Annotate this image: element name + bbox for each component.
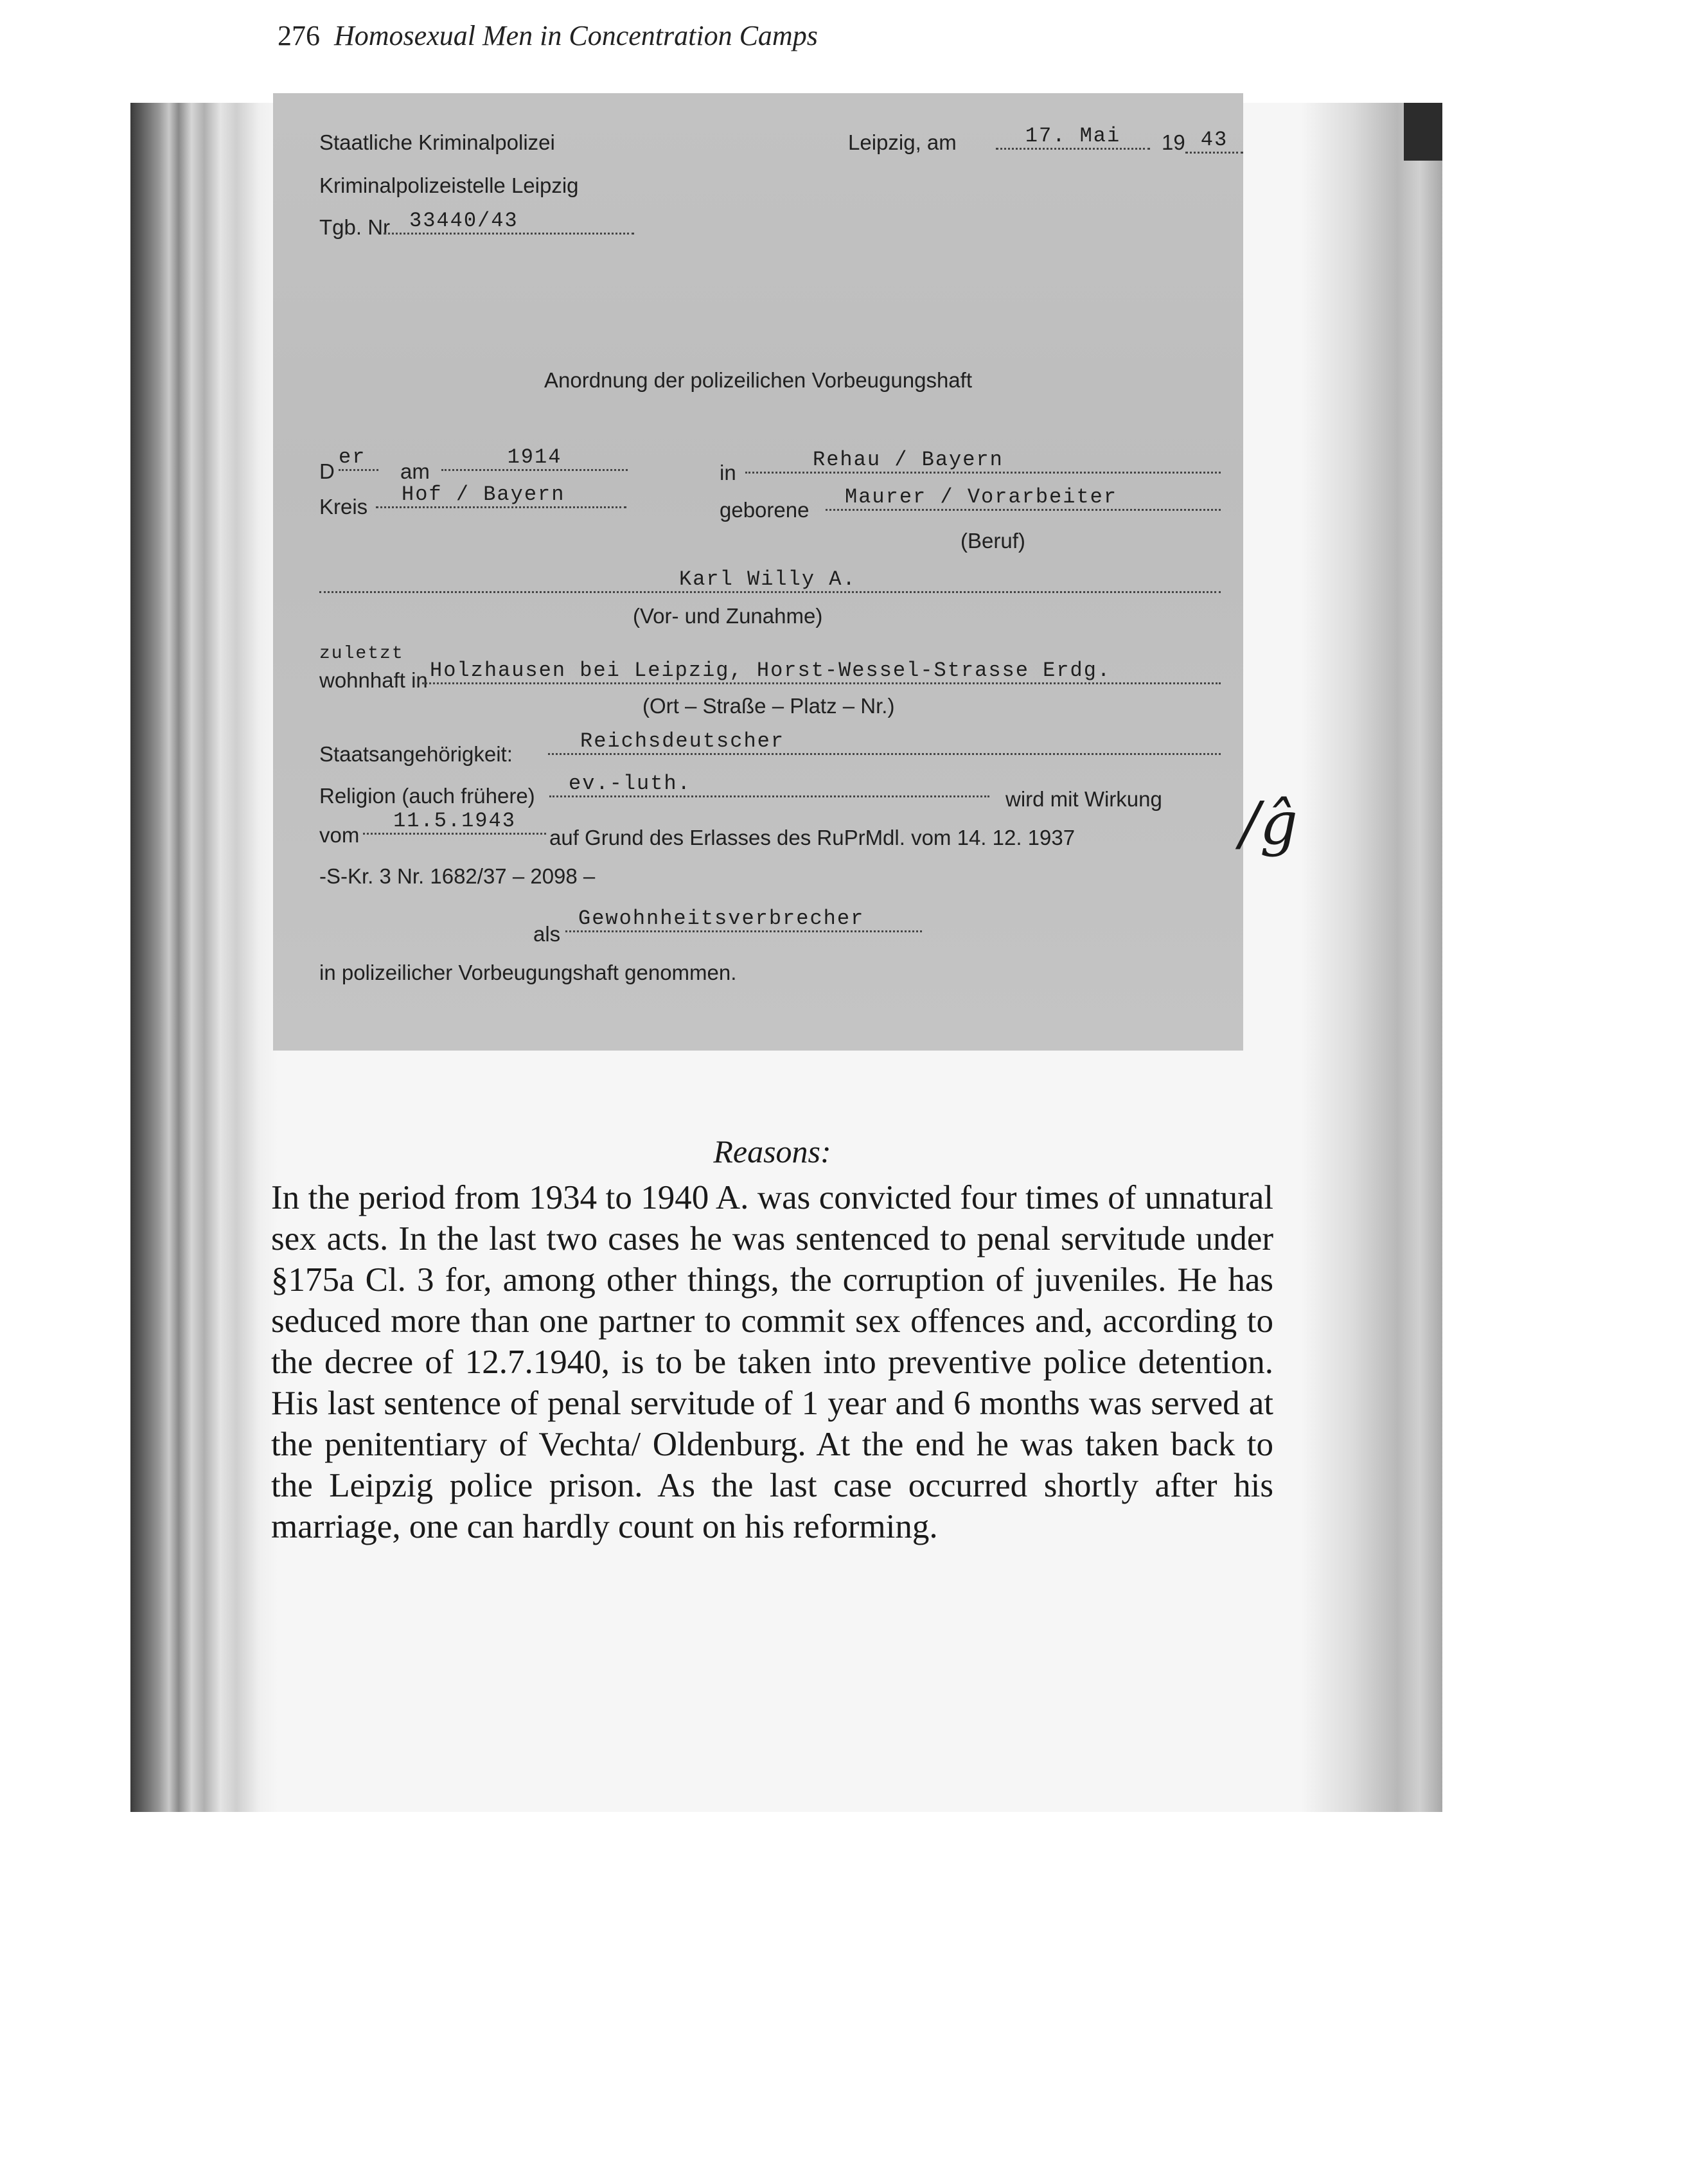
reasons-body: In the period from 1934 to 1940 A. was convicted four times of unnatural sex acts. In the last two cases he was sentenced to penal servitude under §175a Cl. 3 for, among other things, the corruption of juveniles. He has seduced more than one partner to commit sex offences and, according to the decree of 12.7.1940, is to be taken into preventive police detention. His last sentence of penal servitude of 1 year and 6 months was served at the penitentiary of Vechta/ Oldenburg. At the end he was taken back to the Leipzig police prison. As the last case occurred shortly after his marriage, one can hardly count on his reforming.	[271, 1179, 1273, 1545]
erlass-text: auf Grund des Erlasses des RuPrMdl. vom 14. 12. 1937	[549, 826, 1076, 849]
handwritten-margin-mark: /ĝ	[1240, 789, 1298, 858]
issuer-line2: Kriminalpolizeistelle Leipzig	[319, 173, 579, 197]
page-number: 276	[278, 20, 320, 51]
birth-place: Rehau / Bayern	[745, 448, 1221, 474]
page-corner-dark	[1404, 103, 1442, 161]
year-value: 43	[1185, 128, 1243, 154]
issuer-line1: Staatliche Kriminalpolizei	[319, 130, 555, 154]
religion-label: Religion (auch frühere)	[319, 784, 535, 808]
closing-text: in polizeilicher Vorbeugungshaft genommen.	[319, 961, 737, 984]
geborene-label: geborene	[720, 498, 810, 522]
zuletzt-label: zuletzt	[319, 644, 404, 664]
page-edge-shadow	[1301, 103, 1442, 1812]
als-label: als	[533, 922, 561, 946]
address-value: Holzhausen bei Leipzig, Horst-Wessel-Strasse Erdg.	[422, 659, 1221, 684]
beruf-label: (Beruf)	[961, 529, 1025, 553]
religion-value: ev.-luth.	[549, 772, 989, 797]
d-label: D	[319, 459, 335, 483]
d-value: er	[339, 445, 378, 471]
police-form-image	[273, 93, 1243, 1051]
running-head	[278, 19, 818, 52]
book-title: Homosexual Men in Concentration Camps	[334, 20, 818, 51]
staats-label: Staatsangehörigkeit:	[319, 742, 513, 766]
reference-text: -S-Kr. 3 Nr. 1682/37 – 2098 –	[319, 864, 596, 888]
vom-label: vom	[319, 823, 360, 847]
kreis-value: Hof / Bayern	[376, 483, 626, 508]
tgb-label: Tgb. Nr	[319, 215, 391, 239]
book-spine-shadow	[130, 103, 278, 1812]
name-value: Karl Willy A.	[319, 567, 1221, 593]
als-value: Gewohnheitsverbrecher	[565, 907, 922, 932]
reasons-heading: Reasons:	[713, 1133, 831, 1169]
reasons-section	[271, 1131, 1273, 1547]
staats-value: Reichsdeutscher	[548, 729, 1221, 755]
occupation: Maurer / Vorarbeiter	[826, 485, 1221, 511]
wirkung-label: wird mit Wirkung	[1005, 787, 1162, 811]
place-date-label: Leipzig, am	[848, 130, 957, 154]
am-label: am	[400, 459, 430, 483]
wohnhaft-label: wohnhaft in	[319, 668, 428, 692]
vom-value: 11.5.1943	[363, 809, 546, 835]
name-label: (Vor- und Zunahme)	[633, 604, 823, 628]
in-label: in	[720, 461, 736, 484]
date-value: 17. Mai	[996, 124, 1150, 150]
tgb-value: 33440/43	[384, 209, 634, 235]
address-label: (Ort – Straße – Platz – Nr.)	[642, 694, 895, 718]
year-prefix: 19	[1162, 130, 1185, 154]
form-title: Anordnung der polizeilichen Vorbeugungshaft	[544, 368, 972, 392]
kreis-label: Kreis	[319, 495, 368, 519]
birth-year: 1914	[441, 445, 628, 471]
